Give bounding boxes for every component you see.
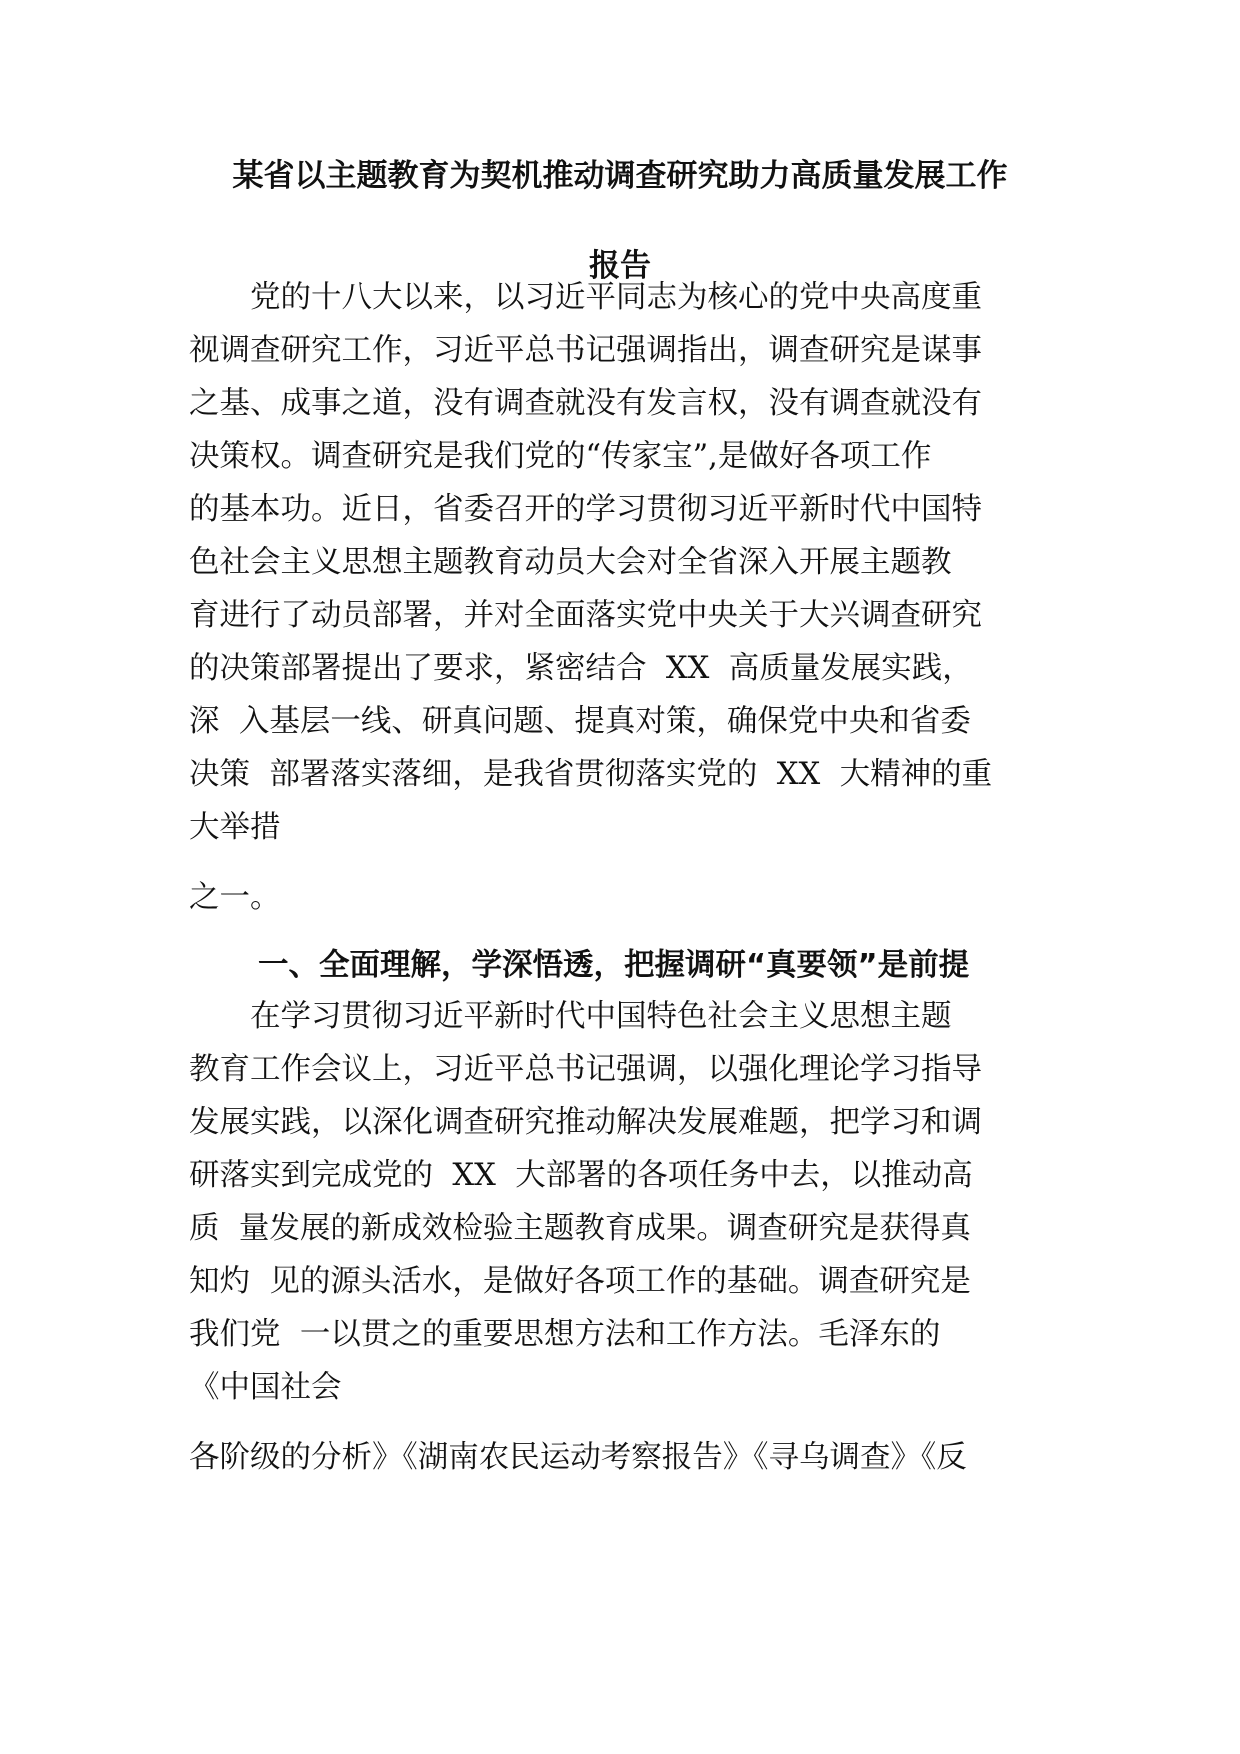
paragraph-2-line: 《中国社会: [189, 1370, 342, 1405]
paragraph-1-line: 的决策部署提出了要求，紧密结合 XX 高质量发展实践，: [189, 651, 973, 686]
paragraph-1-line: 党的十八大以来，以习近平同志为核心的党中央高度重: [189, 280, 982, 315]
paragraph-1-line: 大举措: [189, 810, 281, 845]
paragraph-2-line: 研落实到完成党的 XX 大部署的各项任务中去，以推动高: [189, 1158, 973, 1193]
document-title-line-2: 报告: [589, 248, 651, 284]
section-heading-1: 一、全面理解，学深悟透，把握调研“真要领”是前提: [258, 948, 970, 983]
paragraph-1-line: 视调查研究工作，习近平总书记强调指出，调查研究是谋事: [189, 333, 982, 368]
paragraph-2-line: 知灼 见的源头活水，是做好各项工作的基础。调查研究是: [189, 1264, 971, 1299]
paragraph-1-line: 的基本功。近日，省委召开的学习贯彻习近平新时代中国特: [189, 492, 982, 527]
paragraph-1-line: 决策 部署落实落细，是我省贯彻落实党的 XX 大精神的重: [189, 757, 993, 792]
paragraph-2-line: 我们党 一以贯之的重要思想方法和工作方法。毛泽东的: [189, 1317, 941, 1352]
paragraph-2-line: 质 量发展的新成效检验主题教育成果。调查研究是获得真: [189, 1211, 971, 1246]
document-title-line-1: 某省以主题教育为契机推动调查研究助力高质量发展工作: [232, 158, 1008, 194]
paragraph-1-line: 之基、成事之道，没有调查就没有发言权，没有调查就没有: [189, 386, 982, 421]
paragraph-1-line: 决策权。调查研究是我们党的“传家宝”,是做好各项工作: [189, 439, 932, 474]
paragraph-2-line: 在学习贯彻习近平新时代中国特色社会主义思想主题: [189, 999, 952, 1034]
paragraph-1-line: 深 入基层一线、研真问题、提真对策，确保党中央和省委: [189, 704, 971, 739]
paragraph-2-line: 教育工作会议上，习近平总书记强调，以强化理论学习指导: [189, 1052, 982, 1087]
paragraph-1-line: 育进行了动员部署，并对全面落实党中央关于大兴调查研究: [189, 598, 982, 633]
paragraph-1-line: 色社会主义思想主题教育动员大会对全省深入开展主题教: [189, 545, 952, 580]
paragraph-2-line: 各阶级的分析》《湖南农民运动考察报告》《寻乌调查》《反: [189, 1440, 967, 1475]
paragraph-1-line: 之一。: [189, 880, 281, 915]
paragraph-2-line: 发展实践，以深化调查研究推动解决发展难题，把学习和调: [189, 1105, 982, 1140]
